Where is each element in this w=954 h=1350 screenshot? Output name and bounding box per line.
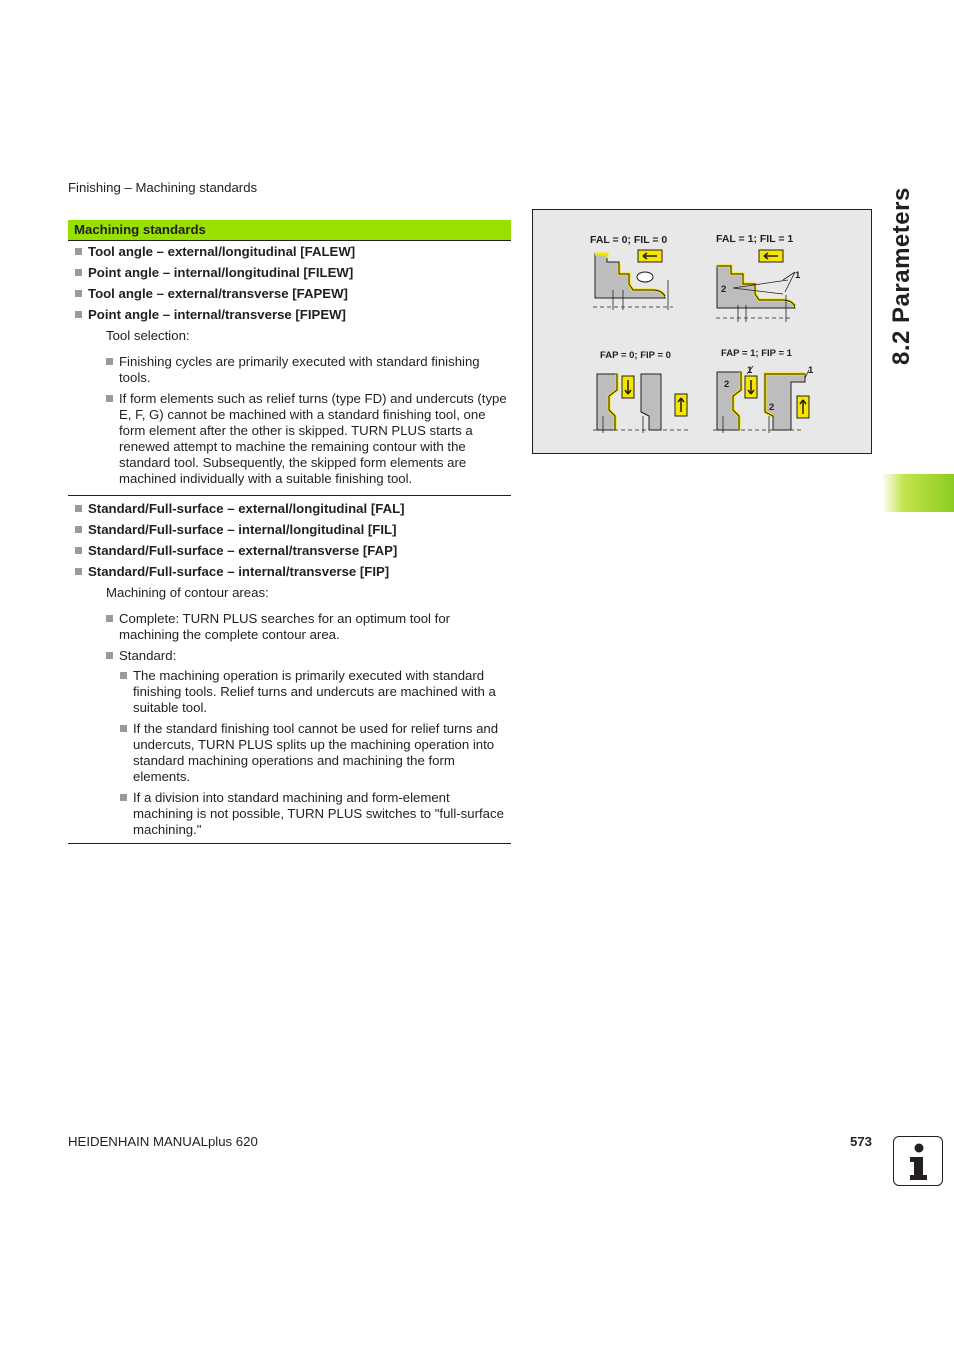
page-number: 573 (849, 1134, 872, 1149)
bullet-text: If a division into standard machining and form-element machining is not possible, TURN PLUS switches to "full-surface machining." (133, 790, 504, 837)
param-fipew (68, 304, 511, 325)
param-group-tool-angles (68, 241, 511, 496)
parameter-table (68, 220, 511, 846)
param-fil (68, 519, 511, 540)
param-label: Point angle – internal/transverse [FIPEW] (88, 307, 346, 322)
param-filew (68, 262, 511, 283)
param-fap (68, 540, 511, 561)
marker-1: 1 (747, 365, 753, 376)
marker-1: 1 (795, 270, 801, 281)
list-item (106, 391, 511, 487)
list-item (120, 668, 511, 716)
bullet-square-icon (75, 526, 82, 533)
bullet-square-icon (75, 311, 82, 318)
list-item (106, 611, 511, 643)
panel-fal0 (593, 250, 673, 310)
bullet-text: Complete: TURN PLUS searches for an optimum tool for machining the complete contour area. (119, 611, 451, 642)
sub-bullet-list (119, 668, 511, 838)
bullet-square-icon (75, 248, 82, 255)
info-icon (893, 1136, 943, 1186)
machining-figure (532, 209, 872, 454)
bullet-square-icon (120, 794, 127, 801)
list-item (120, 721, 511, 785)
panel-fap1 (713, 365, 814, 433)
group-intro: Machining of contour areas: (106, 585, 269, 600)
group-intro: Tool selection: (106, 328, 190, 343)
param-fip (68, 561, 511, 582)
marker-1: 1 (808, 365, 814, 376)
param-group-full-surface (68, 498, 511, 844)
bullet-text: If the standard finishing tool cannot be used for relief turns and undercuts, TURN PLUS splits up the machining operation into standard machining operations and machining the form elements. (133, 721, 499, 784)
marker-2: 2 (724, 379, 730, 390)
param-label: Tool angle – external/transverse [FAPEW] (88, 286, 348, 301)
bullet-text: If form elements such as relief turns (type FD) and undercuts (type E, F, G) cannot be machined with a standard finishing tool, one form element after the other is skipped. TURN PLUS starts a renewed attempt to machine the remaining contour with the standard tool. Subsequently, the skipped form elements are machined individually with a suitable finishing tool. (119, 391, 507, 486)
chapter-side-title: 8.2 Parameters (888, 187, 915, 365)
bullet-square-icon (120, 672, 127, 679)
divider (68, 495, 511, 496)
footer-manual-title: HEIDENHAIN MANUALplus 620 (68, 1134, 258, 1149)
param-falew (68, 241, 511, 262)
param-label: Standard/Full-surface – internal/transverse [FIP] (88, 564, 390, 579)
marker-2: 2 (721, 284, 727, 295)
bullet-square-icon (75, 505, 82, 512)
bullet-text: Finishing cycles are primarily executed with standard finishing tools. (119, 354, 480, 385)
bullet-list (68, 354, 511, 487)
label-fal0: FAL = 0; FIL = 0 (590, 234, 668, 246)
list-item (120, 790, 511, 838)
bullet-square-icon (106, 358, 113, 365)
bullet-square-icon (75, 568, 82, 575)
param-label: Point angle – internal/longitudinal [FILEW] (88, 265, 354, 280)
param-label: Standard/Full-surface – external/transverse [FAP] (88, 543, 398, 558)
list-item (106, 354, 511, 386)
param-label: Standard/Full-surface – internal/longitudinal [FIL] (88, 522, 397, 537)
bullet-square-icon (75, 290, 82, 297)
label-fal1: FAL = 1; FIL = 1 (716, 233, 794, 245)
bullet-square-icon (120, 725, 127, 732)
bullet-square-icon (106, 395, 113, 402)
bullet-text: The machining operation is primarily executed with standard finishing tools. Relief turns and undercuts are machined with a suitable tool. (133, 668, 496, 715)
bullet-text: Standard: (119, 648, 177, 663)
bullet-square-icon (75, 269, 82, 276)
marker-2: 2 (769, 402, 775, 413)
panel-fap0 (593, 374, 689, 433)
chapter-tab-marker (882, 474, 954, 512)
section-heading: Machining standards (68, 220, 511, 241)
machining-diagram (533, 210, 871, 453)
bullet-square-icon (106, 615, 113, 622)
param-label: Tool angle – external/longitudinal [FALEW] (88, 244, 356, 259)
param-label: Standard/Full-surface – external/longitudinal [FAL] (88, 501, 405, 516)
list-item (106, 648, 511, 838)
breadcrumb: Finishing – Machining standards (68, 180, 258, 195)
bullet-list (68, 611, 511, 838)
param-fapew (68, 283, 511, 304)
panel-fal1 (716, 250, 801, 322)
label-fap1: FAP = 1; FIP = 1 (721, 348, 792, 359)
param-fal (68, 498, 511, 519)
bullet-square-icon (75, 547, 82, 554)
label-fap0: FAP = 0; FIP = 0 (600, 350, 671, 361)
divider (68, 843, 511, 844)
bullet-square-icon (106, 652, 113, 659)
